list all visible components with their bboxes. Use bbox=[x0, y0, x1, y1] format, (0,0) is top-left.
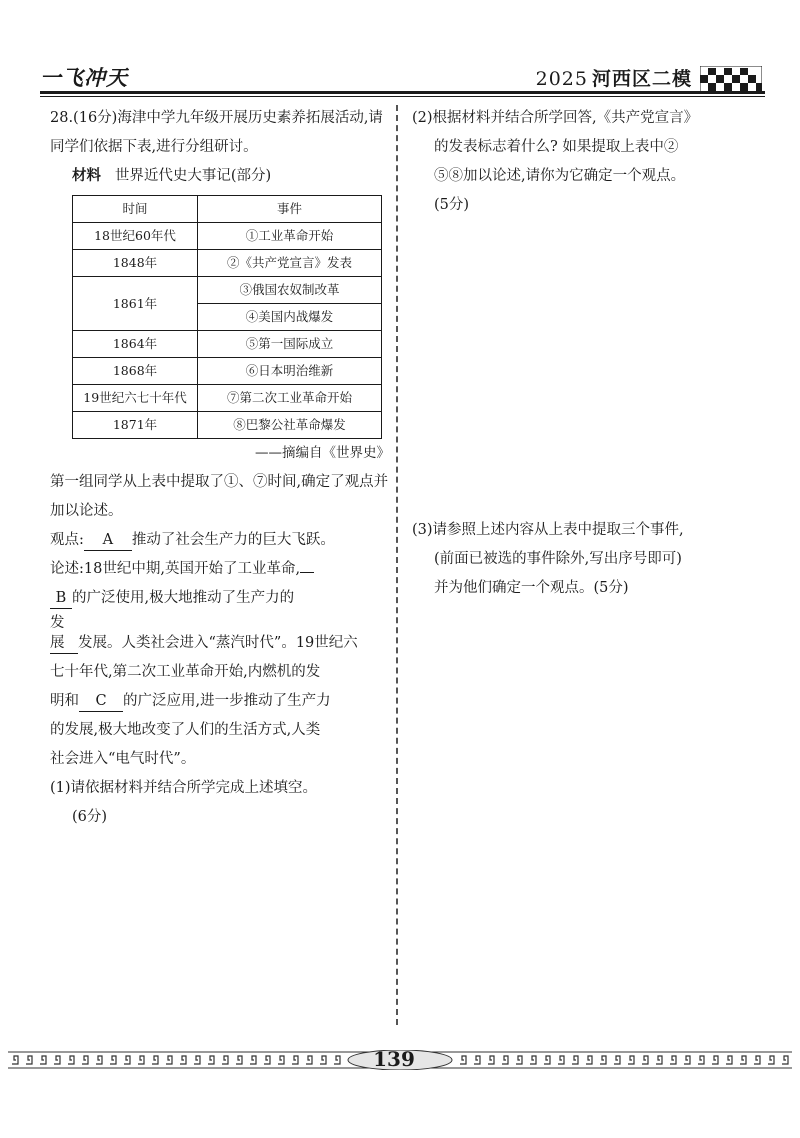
argument-text-5a: 明和 bbox=[50, 693, 79, 709]
table-cell-event: ③俄国农奴制改革 bbox=[198, 277, 382, 304]
table-cell-time: 19世纪六七十年代 bbox=[73, 385, 198, 412]
column-divider bbox=[396, 105, 398, 1025]
sub-question-3-line-3: 并为他们确定一个观点。(5分) bbox=[434, 580, 629, 596]
table-cell-time: 1861年 bbox=[73, 277, 198, 331]
argument-line-4: 七十年代,第二次工业革命开始,内燃机的发 bbox=[50, 664, 321, 680]
exam-name: 河西区二模 bbox=[591, 68, 692, 90]
table-cell-time: 1864年 bbox=[73, 331, 198, 358]
exam-year: 2025 bbox=[535, 68, 588, 90]
table-row bbox=[73, 250, 382, 277]
sub-question-2-line-2: 的发表标志着什么? 如果提取上表中② bbox=[434, 139, 679, 155]
material-title: 世界近代史大事记(部分) bbox=[114, 168, 272, 184]
sub-question-2-line-3: ⑤⑧加以论述,请你为它确定一个观点。 bbox=[434, 168, 686, 184]
argument-line-3 bbox=[50, 613, 390, 658]
blank-a: A bbox=[84, 530, 132, 551]
table-cell-time: 1848年 bbox=[73, 250, 198, 277]
sub-question-2-score: (5分) bbox=[434, 197, 470, 213]
sub-question-3-line-1: (3)请参照上述内容从上表中提取三个事件, bbox=[412, 522, 684, 538]
table-cell-time: 1871年 bbox=[73, 412, 198, 439]
table-cell-time: 18世纪60年代 bbox=[73, 223, 198, 250]
table-cell-event: ⑦第二次工业革命开始 bbox=[198, 385, 382, 412]
material-label: 材料 bbox=[72, 168, 101, 184]
argument-line-1 bbox=[50, 555, 390, 584]
right-column-q3 bbox=[412, 516, 782, 603]
table-cell-event: ⑤第一国际成立 bbox=[198, 331, 382, 358]
blank-c: C bbox=[79, 691, 123, 712]
sub-question-3-line-2: (前面已被选的事件除外,写出序号即可) bbox=[434, 551, 682, 567]
table-cell-event: ⑥日本明治维新 bbox=[198, 358, 382, 385]
argument-line-2 bbox=[50, 584, 390, 613]
table-cell-event: ①工业革命开始 bbox=[198, 223, 382, 250]
argument-text-5b: 的广泛应用,进一步推动了生产力 bbox=[123, 693, 331, 709]
table-row bbox=[73, 412, 382, 439]
argument-line-7: 社会进入“电气时代”。 bbox=[50, 751, 196, 767]
viewpoint-text: 推动了社会生产力的巨大飞跃。 bbox=[131, 532, 335, 548]
question-28-intro: 28.(16分)海津中学九年级开展历史素养拓展活动,请同学们依据下表,进行分组研讨。 bbox=[50, 110, 383, 155]
table-cell-event: ⑧巴黎公社革命爆发 bbox=[198, 412, 382, 439]
blank-b: B bbox=[50, 588, 72, 609]
table-row bbox=[73, 223, 382, 250]
table-header-time: 时间 bbox=[73, 196, 198, 223]
table-source: ——摘编自《世界史》 bbox=[255, 445, 390, 461]
material-heading bbox=[50, 162, 390, 191]
argument-text-3: 发展。人类社会进入“蒸汽时代”。19世纪六 bbox=[78, 635, 358, 651]
argument-line-6: 的发展,极大地改变了人们的生活方式,人类 bbox=[50, 722, 321, 738]
table-cell-event: ②《共产党宣言》发表 bbox=[198, 250, 382, 277]
argument-text-1: 论述:18世纪中期,英国开始了工业革命, bbox=[50, 561, 301, 577]
table-row bbox=[73, 358, 382, 385]
page-number: 139 bbox=[373, 1047, 415, 1071]
table-cell-time: 1868年 bbox=[73, 358, 198, 385]
sub-question-1: (1)请依据材料并结合所学完成上述填空。 bbox=[50, 780, 318, 796]
table-header-row bbox=[73, 196, 382, 223]
brand-logo: 一飞冲天 bbox=[40, 66, 128, 90]
header-rule-thick bbox=[40, 91, 765, 94]
table-cell-event: ④美国内战爆发 bbox=[198, 304, 382, 331]
argument-line-5 bbox=[50, 687, 390, 716]
table-row bbox=[73, 277, 382, 304]
events-table bbox=[72, 195, 382, 439]
table-row bbox=[73, 331, 382, 358]
sub-question-1-score: (6分) bbox=[72, 809, 108, 825]
table-row bbox=[73, 385, 382, 412]
table-header-event: 事件 bbox=[198, 196, 382, 223]
viewpoint-line bbox=[50, 526, 390, 555]
left-column bbox=[50, 104, 390, 832]
underlined-fazhan: 发展 bbox=[50, 613, 78, 654]
group1-intro: 第一组同学从上表中提取了①、⑦时间,确定了观点并加以论述。 bbox=[50, 474, 389, 519]
checker-decoration-icon bbox=[700, 66, 762, 92]
header-rule-thin bbox=[40, 96, 765, 97]
exam-title bbox=[536, 64, 692, 91]
right-column-q2 bbox=[412, 104, 782, 220]
blank-b-lead bbox=[300, 572, 314, 573]
viewpoint-label: 观点: bbox=[50, 532, 84, 548]
argument-text-2: 的广泛使用,极大地推动了生产力的 bbox=[72, 590, 295, 606]
sub-question-2-line-1: (2)根据材料并结合所学回答,《共产党宣言》 bbox=[412, 110, 699, 126]
